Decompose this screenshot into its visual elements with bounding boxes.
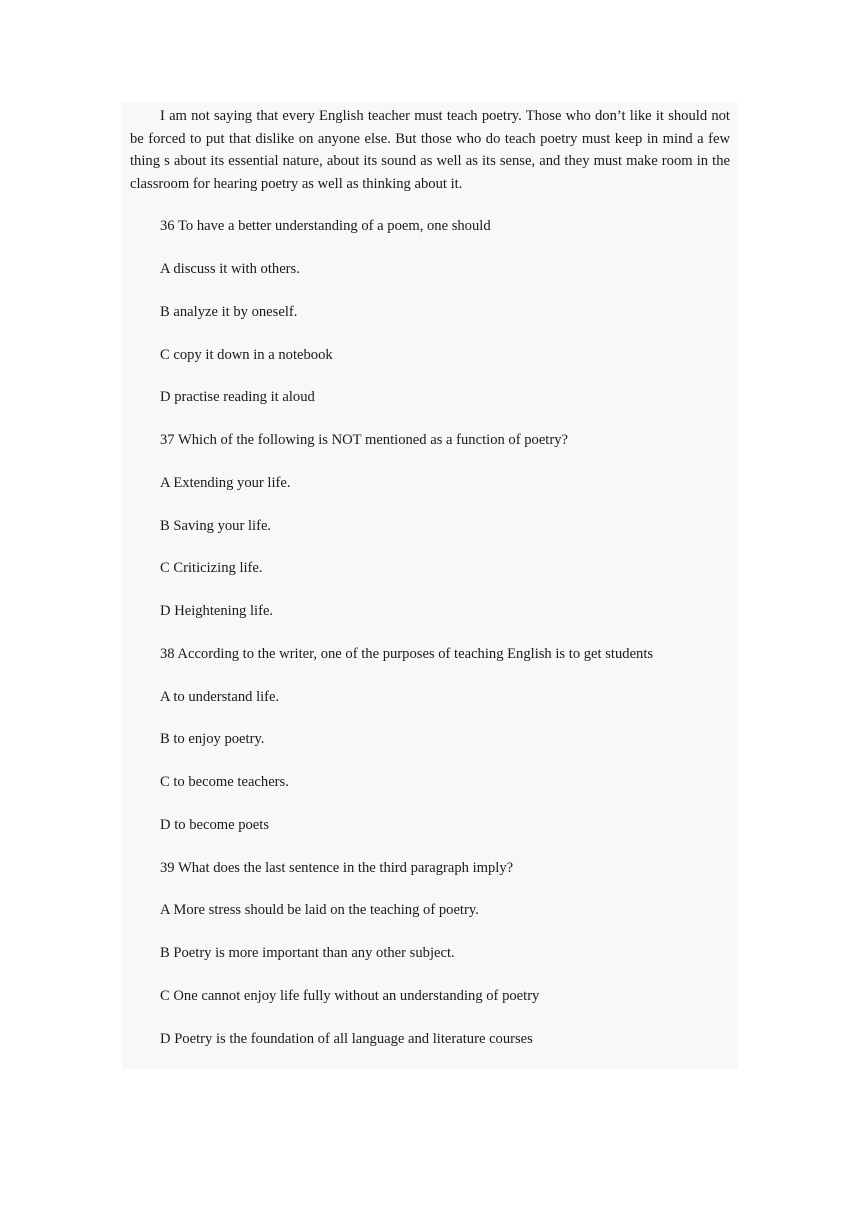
question-39-option-d: D Poetry is the foundation of all language and literature courses xyxy=(160,1031,533,1047)
question-39-option-c: C One cannot enjoy life fully without an understanding of poetry xyxy=(160,988,540,1004)
question-37-option-c: C Criticizing life. xyxy=(160,560,263,576)
question-38-option-a: A to understand life. xyxy=(160,689,280,705)
question-39-stem: 39 What does the last sentence in the third paragraph imply? xyxy=(160,860,514,876)
question-38-option-d: D to become poets xyxy=(160,817,270,833)
question-39-option-b: B Poetry is more important than any other subject. xyxy=(160,945,455,961)
question-37-option-d: D Heightening life. xyxy=(160,603,274,619)
question-39-option-a: A More stress should be laid on the teaching of poetry. xyxy=(160,902,479,918)
question-38-option-b: B to enjoy poetry. xyxy=(160,731,265,747)
question-38-stem: 38 According to the writer, one of the purposes of teaching English is to get students xyxy=(160,646,654,662)
question-36-stem: 36 To have a better understanding of a poem, one should xyxy=(160,218,491,234)
question-37-stem: 37 Which of the following is NOT mentioned as a function of poetry? xyxy=(160,432,568,448)
question-36-option-c: C copy it down in a notebook xyxy=(160,347,333,363)
question-36-option-d: D practise reading it aloud xyxy=(160,389,315,405)
question-38-option-c: C to become teachers. xyxy=(160,774,289,790)
text-block-background xyxy=(122,102,738,1069)
question-36-option-a: A discuss it with others. xyxy=(160,261,300,277)
question-37-option-a: A Extending your life. xyxy=(160,475,291,491)
question-37-option-b: B Saving your life. xyxy=(160,518,272,534)
question-36-option-b: B analyze it by oneself. xyxy=(160,304,298,320)
passage-paragraph: I am not saying that every English teacher must teach poetry. Those who don’t like it should not be forced to put that dislike on anyone else. But those who do teach poetry must keep in mind a few thing s about its essential nature, about its sound as well as its sense, and they must make room in the classroom for hearing poetry as well as thinking about it. xyxy=(130,108,730,193)
